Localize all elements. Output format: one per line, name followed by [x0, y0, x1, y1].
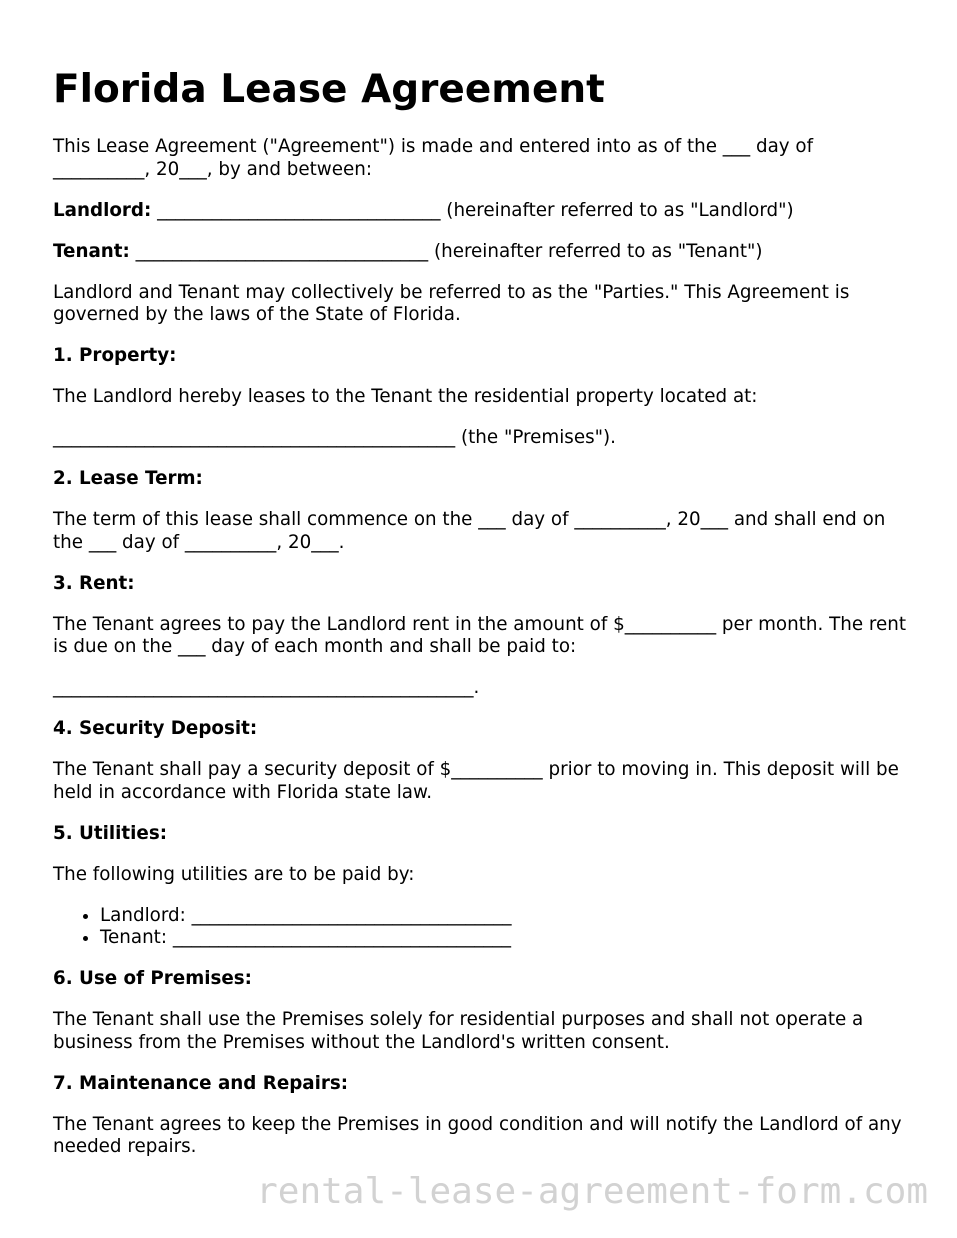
- section-heading-rent: 3. Rent:: [53, 572, 135, 594]
- intro-paragraph: This Lease Agreement ("Agreement") is made and entered into as of the ___ day of __________, 20___, by and between:: [53, 136, 814, 180]
- tenant-label: Tenant:: [53, 240, 130, 262]
- tenant-text: ________________________________ (hereinafter referred to as "Tenant"): [129, 240, 763, 262]
- section-heading-property: 1. Property:: [53, 345, 177, 366]
- document-title: Florida Lease Agreement: [53, 67, 605, 112]
- section-heading-use-of-premises: 6. Use of Premises:: [53, 968, 252, 989]
- landlord-text: _______________________________ (hereinafter referred to as "Landlord"): [151, 199, 794, 221]
- rent-payee-line: ______________________________________________.: [53, 677, 480, 698]
- utilities-paragraph: The following utilities are to be paid by:: [53, 863, 415, 885]
- watermark: rental-lease-agreement-form.com: [256, 1171, 928, 1212]
- document-page: [53, 62, 913, 1159]
- rent-paragraph: The Tenant agrees to pay the Landlord rent in the amount of $__________ per month. The rent is due on the ___ day of each month and shall be paid to:: [53, 613, 906, 657]
- property-paragraph: The Landlord hereby leases to the Tenant the residential property located at:: [53, 386, 758, 407]
- section-heading-security-deposit: 4. Security Deposit:: [53, 718, 258, 739]
- landlord-line: [53, 200, 913, 223]
- maintenance-paragraph: The Tenant agrees to keep the Premises in good condition and will notify the Landlord of any needed repairs.: [53, 1113, 902, 1157]
- security-deposit-paragraph: The Tenant shall pay a security deposit of $__________ prior to moving in. This deposit will be held in accordance with Florida state law.: [53, 759, 899, 803]
- section-heading-lease-term: 2. Lease Term:: [53, 468, 203, 489]
- section-heading-utilities: 5. Utilities:: [53, 822, 168, 844]
- lease-term-paragraph: The term of this lease shall commence on the ___ day of __________, 20___ and shall end on the ___ day of __________, 20___.: [53, 509, 886, 553]
- list-item: • Landlord: ___________________________________: [100, 905, 913, 928]
- list-item: • Tenant: _____________________________________: [100, 927, 913, 950]
- section-heading-maintenance: 7. Maintenance and Repairs:: [53, 1072, 349, 1094]
- parties-paragraph: Landlord and Tenant may collectively be referred to as the "Parties." This Agreement is governed by the laws of the State of Florida.: [53, 281, 850, 325]
- landlord-label: Landlord:: [53, 199, 152, 221]
- tenant-line: [53, 241, 913, 264]
- utilities-list: [53, 905, 913, 950]
- use-of-premises-paragraph: The Tenant shall use the Premises solely for residential purposes and shall not operate a business from the Premises without the Landlord's written consent.: [53, 1009, 864, 1053]
- property-address-line: ____________________________________________ (the "Premises").: [53, 427, 616, 448]
